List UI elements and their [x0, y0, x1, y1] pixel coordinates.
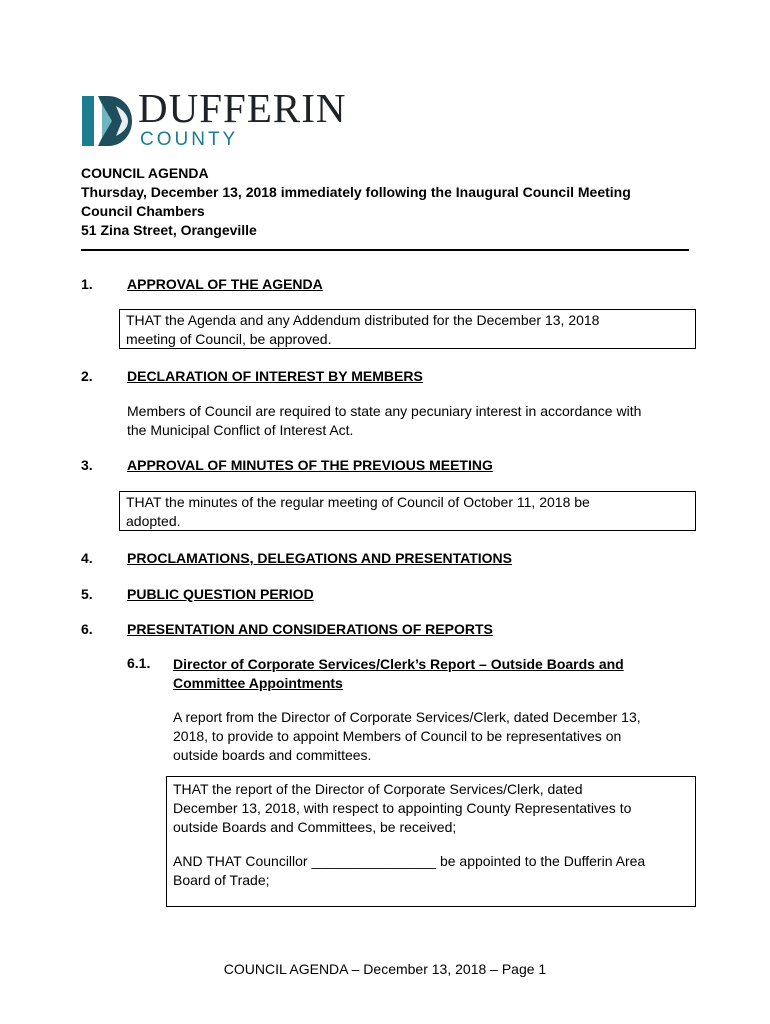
item-number: 6. [81, 621, 93, 637]
motion-box-approval-agenda [119, 309, 696, 349]
motion-line: THAT the minutes of the regular meeting of Council of October 11, 2018 be [126, 494, 590, 510]
motion-box-approval-minutes [119, 491, 696, 531]
agenda-title: COUNCIL AGENDA [81, 165, 209, 181]
motion-line: meeting of Council, be approved. [126, 331, 332, 347]
agenda-header [81, 164, 721, 240]
item-number: 1. [81, 276, 93, 292]
item-number: 4. [81, 550, 93, 566]
motion-line: Board of Trade; [173, 872, 270, 888]
logo-wordmark: DUFFERIN [138, 85, 347, 131]
item-number: 3. [81, 457, 93, 473]
meeting-date: Thursday, December 13, 2018 immediately following the Inaugural Council Meeting [81, 184, 631, 200]
meeting-address: 51 Zina Street, Orangeville [81, 222, 257, 238]
subitem-description [173, 708, 703, 765]
item-title-approval-agenda: APPROVAL OF THE AGENDA [127, 276, 323, 292]
item-title-public-question: PUBLIC QUESTION PERIOD [127, 586, 314, 602]
item-number: 5. [81, 586, 93, 602]
subitem-number: 6.1. [127, 655, 151, 671]
motion-line: adopted. [126, 513, 181, 529]
text-line: A report from the Director of Corporate Services/Clerk, dated December 13, [173, 709, 641, 725]
item-title-declaration-interest: DECLARATION OF INTEREST BY MEMBERS [127, 368, 423, 384]
header-divider [81, 249, 689, 251]
motion-box-appointments [166, 776, 696, 907]
item-title-approval-minutes: APPROVAL OF MINUTES OF THE PREVIOUS MEETING [127, 457, 493, 473]
text-line: outside boards and committees. [173, 747, 372, 763]
motion-line: outside Boards and Committees, be received; [173, 819, 457, 835]
subitem-title-line: Committee Appointments [173, 675, 343, 691]
motion-line: AND THAT Councillor ________________ be appointed to the Dufferin Area [173, 853, 646, 869]
meeting-location: Council Chambers [81, 203, 205, 219]
item-number: 2. [81, 368, 93, 384]
page-footer: COUNCIL AGENDA – December 13, 2018 – Page 1 [223, 961, 547, 977]
declaration-text [127, 402, 707, 440]
subitem-title-line: Director of Corporate Services/Clerk’s Report – Outside Boards and [173, 656, 624, 672]
motion-line: THAT the report of the Director of Corporate Services/Clerk, dated [173, 781, 583, 797]
logo-subtitle: COUNTY [140, 129, 239, 150]
subitem-title [173, 655, 693, 693]
motion-line: December 13, 2018, with respect to appointing County Representatives to [173, 800, 632, 816]
motion-line: THAT the Agenda and any Addendum distributed for the December 13, 2018 [126, 312, 600, 328]
text-line: 2018, to provide to appoint Members of Council to be representatives on [173, 728, 622, 744]
item-title-reports: PRESENTATION AND CONSIDERATIONS OF REPORTS [127, 621, 493, 637]
text-line: Members of Council are required to state any pecuniary interest in accordance with [127, 403, 642, 419]
text-line: the Municipal Conflict of Interest Act. [127, 422, 354, 438]
item-title-proclamations: PROCLAMATIONS, DELEGATIONS AND PRESENTATIONS [127, 550, 513, 566]
dufferin-logo-mark-icon [80, 92, 136, 150]
dufferin-county-logo [80, 85, 360, 152]
